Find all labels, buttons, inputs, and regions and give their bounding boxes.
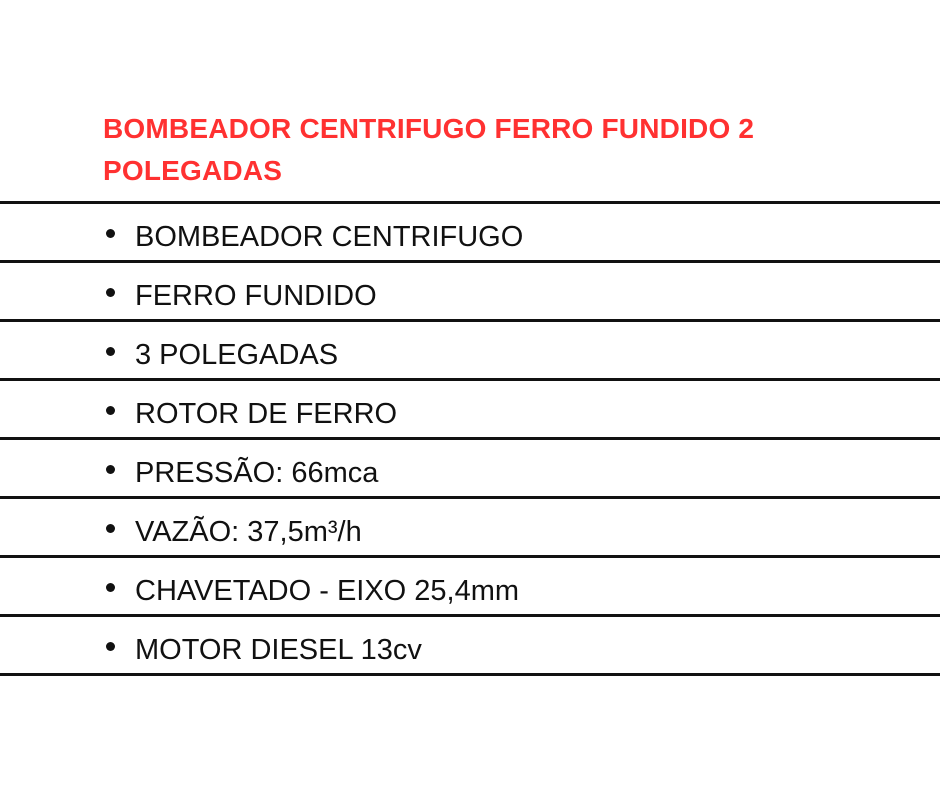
product-title: BOMBEADOR CENTRIFUGO FERRO FUNDIDO 2 POLEGADAS [103,113,755,186]
bullet-icon [106,524,115,533]
spec-item [0,204,940,263]
spec-text: FERRO FUNDIDO [135,280,377,312]
spec-text: VAZÃO: 37,5m³/h [135,516,362,548]
spec-item [0,381,940,440]
spec-item [0,617,940,676]
bullet-icon [106,642,115,651]
bullet-icon [106,229,115,238]
spec-text: MOTOR DIESEL 13cv [135,634,422,666]
spec-text: BOMBEADOR CENTRIFUGO [135,221,524,253]
spec-text: ROTOR DE FERRO [135,398,398,430]
bullet-icon [106,347,115,356]
spec-item [0,440,940,499]
bullet-icon [106,583,115,592]
bullet-icon [106,288,115,297]
spec-item [0,322,940,381]
spec-text: PRESSÃO: 66mca [135,457,379,489]
spec-item [0,499,940,558]
bullet-icon [106,406,115,415]
bullet-icon [106,465,115,474]
spec-item [0,558,940,617]
spec-list [0,201,940,676]
spec-text: 3 POLEGADAS [135,339,339,371]
spec-text: CHAVETADO - EIXO 25,4mm [135,575,520,607]
spec-item [0,263,940,322]
